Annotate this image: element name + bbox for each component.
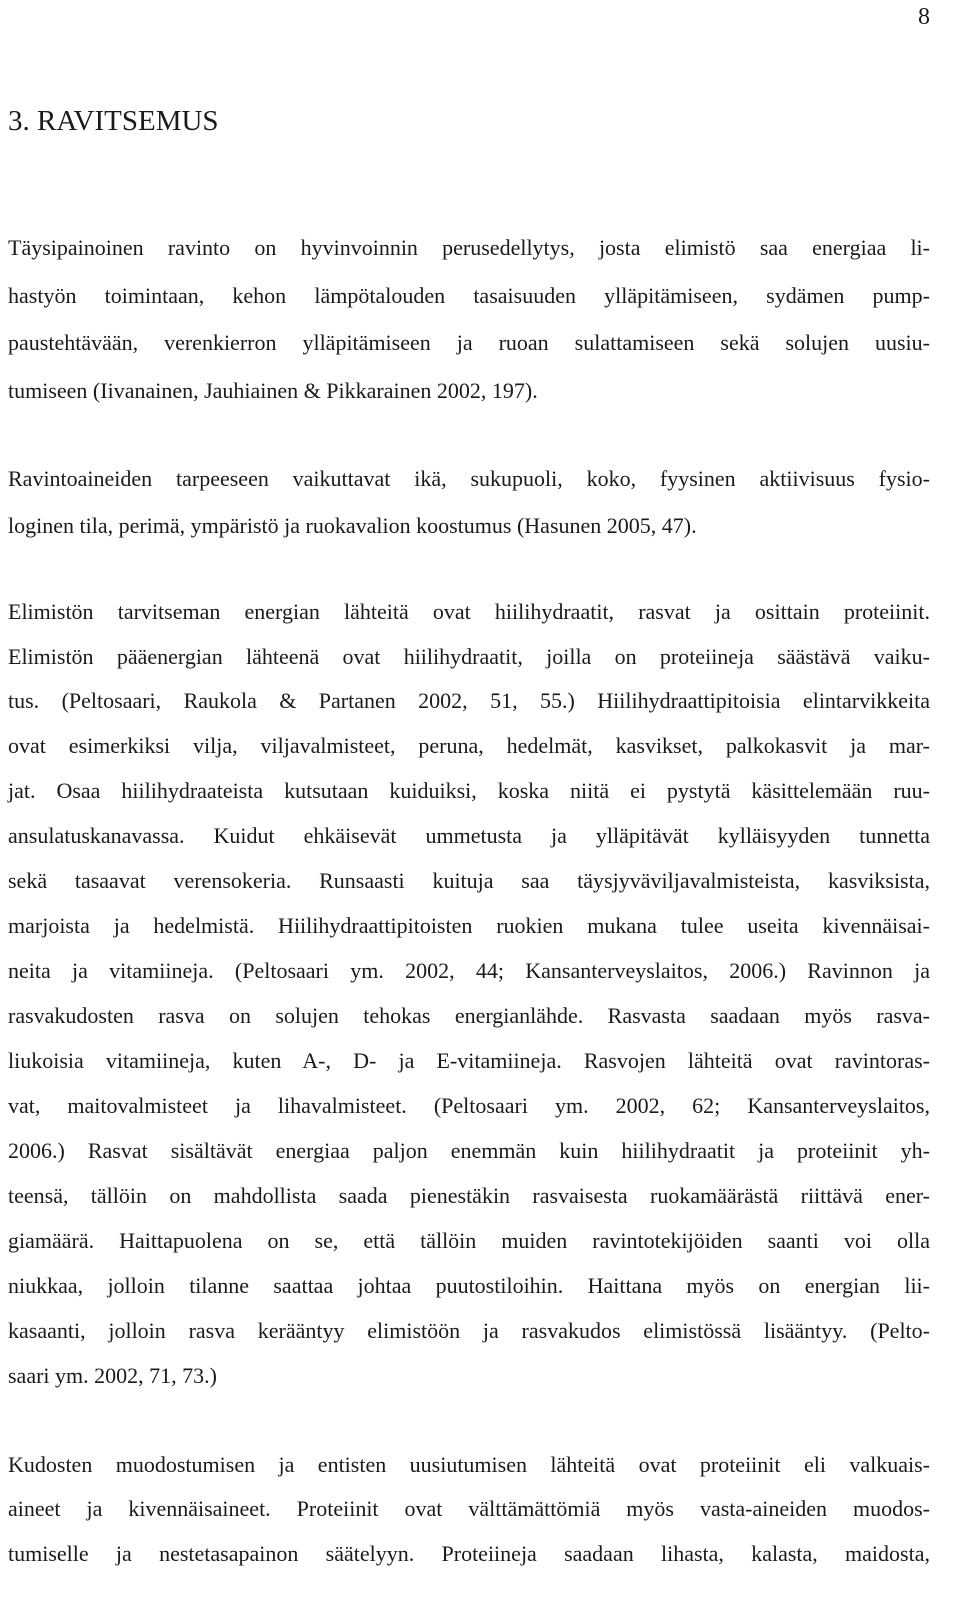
paragraph-line: Täysipainoinen ravinto on hyvinvoinnin perusedellytys, josta elimistö saa energiaa li- — [8, 235, 930, 260]
paragraph-line: sekä tasaavat verensokeria. Runsaasti kuituja saa täysjyväviljavalmisteista, kasviksista, — [8, 868, 930, 893]
paragraph-line: Kudosten muodostumisen ja entisten uusiutumisen lähteitä ovat proteiinit eli valkuais- — [8, 1452, 930, 1477]
paragraph-line: marjoista ja hedelmistä. Hiilihydraattipitoisten ruokien mukana tulee useita kivennäisai- — [8, 913, 930, 938]
paragraph-line: vat, maitovalmisteet ja lihavalmisteet. (Peltosaari ym. 2002, 62; Kansanterveyslaitos, — [8, 1093, 930, 1118]
paragraph-line: saari ym. 2002, 71, 73.) — [8, 1363, 217, 1388]
paragraph-line: teensä, tällöin on mahdollista saada pienestäkin rasvaisesta ruokamäärästä riittävä ener- — [8, 1183, 930, 1208]
chapter-title: 3. RAVITSEMUS — [8, 105, 219, 137]
paragraph-line: tus. (Peltosaari, Raukola & Partanen 2002, 51, 55.) Hiilihydraattipitoisia elintarvikkeita — [8, 688, 930, 713]
paragraph-line: liukoisia vitamiineja, kuten A-, D- ja E-vitamiineja. Rasvojen lähteitä ovat ravintoras- — [8, 1048, 930, 1073]
paragraph-line: tumiseen (Iivanainen, Jauhiainen & Pikkarainen 2002, 197). — [8, 378, 538, 403]
paragraph-line: ansulatuskanavassa. Kuidut ehkäisevät ummetusta ja ylläpitävät kylläisyyden tunnetta — [8, 823, 930, 848]
paragraph-line: jat. Osaa hiilihydraateista kutsutaan kuiduiksi, koska niitä ei pystytä käsittelemään ruu- — [8, 778, 930, 803]
paragraph-line: ovat esimerkiksi vilja, viljavalmisteet, peruna, hedelmät, kasvikset, palkokasvit ja mar- — [8, 733, 930, 758]
paragraph-line: paustehtävään, verenkierron ylläpitämiseen ja ruoan sulattamiseen sekä solujen uusiu- — [8, 330, 930, 355]
paragraph-line: Ravintoaineiden tarpeeseen vaikuttavat ikä, sukupuoli, koko, fyysinen aktiivisuus fysio- — [8, 466, 930, 491]
paragraph-line: Elimistön pääenergian lähteenä ovat hiilihydraatit, joilla on proteiineja säästävä vaiku- — [8, 644, 930, 669]
paragraph-line: hastyön toimintaan, kehon lämpötalouden tasaisuuden ylläpitämiseen, sydämen pump- — [8, 283, 930, 308]
paragraph-line: tumiselle ja nestetasapainon säätelyyn. Proteiineja saadaan lihasta, kalasta, maidosta, — [8, 1541, 930, 1566]
paragraph-line: neita ja vitamiineja. (Peltosaari ym. 2002, 44; Kansanterveyslaitos, 2006.) Ravinnon ja — [8, 958, 930, 983]
paragraph-line: 2006.) Rasvat sisältävät energiaa paljon enemmän kuin hiilihydraatit ja proteiinit yh- — [8, 1138, 930, 1163]
paragraph-line: aineet ja kivennäisaineet. Proteiinit ovat välttämättömiä myös vasta-aineiden muodos- — [8, 1496, 930, 1521]
page-number: 8 — [918, 4, 930, 30]
paragraph-line: giamäärä. Haittapuolena on se, että tällöin muiden ravintotekijöiden saanti voi olla — [8, 1228, 930, 1253]
paragraph-line: loginen tila, perimä, ympäristö ja ruokavalion koostumus (Hasunen 2005, 47). — [8, 513, 697, 538]
paragraph-line: rasvakudosten rasva on solujen tehokas energianlähde. Rasvasta saadaan myös rasva- — [8, 1003, 930, 1028]
paragraph-line: Elimistön tarvitseman energian lähteitä ovat hiilihydraatit, rasvat ja osittain proteiinit. — [8, 599, 930, 624]
paragraph-line: niukkaa, jolloin tilanne saattaa johtaa puutostiloihin. Haittana myös on energian lii- — [8, 1273, 930, 1298]
paragraph-line: kasaanti, jolloin rasva kerääntyy elimistöön ja rasvakudos elimistössä lisääntyy. (Pelto- — [8, 1318, 930, 1343]
